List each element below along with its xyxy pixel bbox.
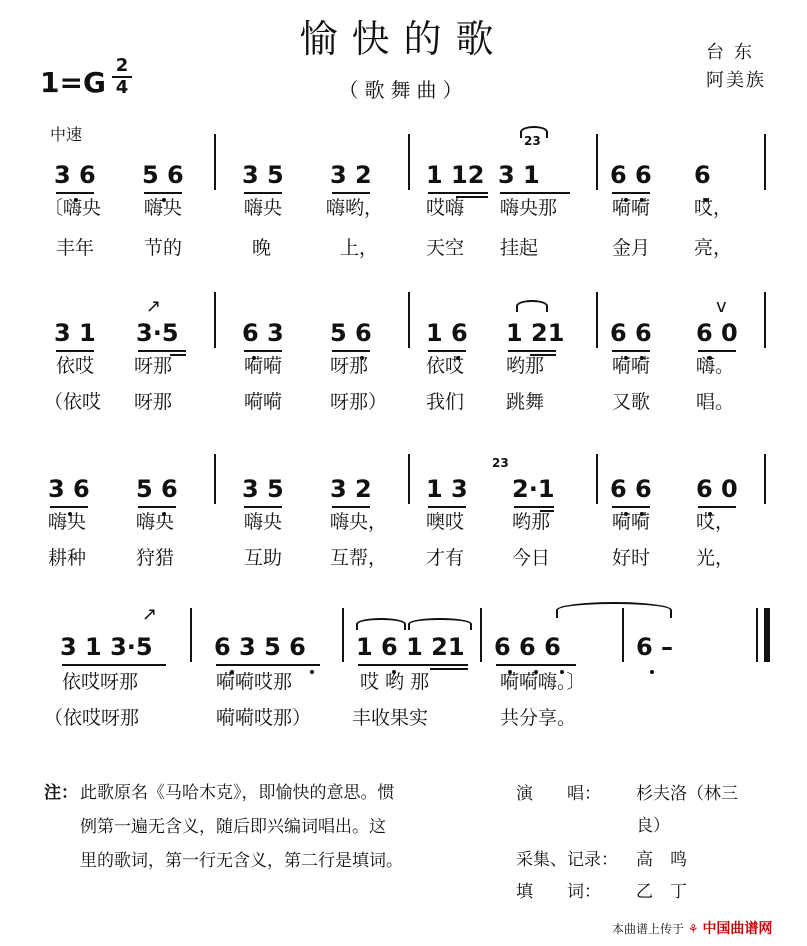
- lyric: 节的: [144, 237, 183, 259]
- final-barline: [764, 608, 770, 662]
- lyric: 晚: [252, 237, 272, 259]
- lyric: 嗬嗬: [612, 355, 651, 377]
- notation-group: 1 6 1 21: [356, 633, 465, 661]
- lyric: 天空: [426, 237, 465, 259]
- lyric: 嗨央: [136, 511, 175, 533]
- lyricist-name: 乙 丁: [636, 882, 687, 902]
- lyric: 哎嗨: [426, 197, 465, 219]
- notation-group: 6 6: [610, 319, 652, 347]
- lyric: 依哎呀那: [62, 671, 139, 693]
- notation-group: 3 2: [330, 475, 372, 503]
- lyric: 噢哎: [426, 511, 465, 533]
- slur: [516, 300, 548, 312]
- notation-group: 5 6: [136, 475, 178, 503]
- breath-mark: v: [716, 296, 727, 317]
- beam: [244, 506, 282, 508]
- lyric: 呀那: [134, 391, 173, 413]
- singer-label: 演 唱：: [516, 784, 601, 804]
- notation-group: 1 3: [426, 475, 468, 503]
- lyric: 依哎: [426, 355, 465, 377]
- song-subtitle: （歌舞曲）: [338, 78, 469, 102]
- lyric: 呀那: [330, 355, 369, 377]
- lower-octave-dot: [650, 670, 654, 674]
- beam: [138, 506, 176, 508]
- notation-group: 6 0: [696, 475, 738, 503]
- lyric: 嗨央，: [330, 511, 388, 533]
- beam: [612, 506, 650, 508]
- beam: [62, 664, 166, 666]
- lyric: 哎，: [694, 197, 733, 219]
- collector-label: 采集、记录：: [516, 850, 618, 870]
- beam: [138, 350, 186, 352]
- lyric: 嗨央: [48, 511, 87, 533]
- lyric: 嗬嗬嗨。〕: [500, 671, 586, 693]
- notation-group: 6 6 6: [494, 633, 561, 661]
- footer-watermark: [612, 918, 772, 938]
- lower-octave-dot: [310, 670, 314, 674]
- score-system-2: [0, 296, 807, 428]
- notation-group: 3 6: [54, 161, 96, 189]
- notation-group: 6 3 5 6: [214, 633, 306, 661]
- notes-label: 注：: [44, 783, 78, 803]
- barline: [190, 608, 192, 662]
- beam: [508, 350, 556, 352]
- lyric: 嗨。: [696, 355, 735, 377]
- lyric: 光，: [696, 547, 735, 569]
- notation-group: 1 21: [506, 319, 565, 347]
- score-system-4: [0, 604, 807, 742]
- lyric: （依哎呀那: [44, 707, 140, 729]
- lyric: 丰收果实: [352, 707, 429, 729]
- lyric: 嗨哟，: [326, 197, 384, 219]
- beam: [50, 506, 88, 508]
- lyric: 〔嗨央: [44, 197, 102, 219]
- notation-group: 3 5: [242, 475, 284, 503]
- lyric: 狩猎: [136, 547, 175, 569]
- ethnic-label: 阿美族: [706, 70, 766, 91]
- barline: [408, 454, 410, 504]
- lyric: 互助: [244, 547, 283, 569]
- lyric: 哟那: [506, 355, 545, 377]
- notes-line: 例第一遍无含义，随后即兴编词唱出。这: [80, 817, 386, 837]
- lyric: （依哎: [44, 391, 102, 413]
- singer-name-cont: 良）: [636, 816, 670, 836]
- region-label: 台东: [706, 42, 762, 63]
- beam: [56, 350, 94, 352]
- barline: [764, 134, 766, 190]
- barline: [596, 134, 598, 190]
- lyric: 金月: [612, 237, 651, 259]
- brand-logo-icon: ⚘: [687, 922, 699, 936]
- lyric: 哎，: [696, 511, 735, 533]
- beam: [244, 192, 282, 194]
- lyric: 亮，: [694, 237, 733, 259]
- barline: [408, 134, 410, 190]
- notes-line: 里的歌词，第一行无含义，第二行是填词。: [80, 851, 403, 871]
- lyric: 依哎: [56, 355, 95, 377]
- notes-line: 此歌原名《马哈木克》，即愉快的意思。惯: [80, 783, 395, 803]
- barline: [480, 608, 482, 662]
- key-signature: 1=G: [40, 66, 106, 99]
- time-signature-top: 2: [112, 56, 132, 78]
- notation-group: 2·1: [512, 475, 555, 503]
- beam: [612, 192, 650, 194]
- notation-group: 3 1 3·5: [60, 633, 153, 661]
- notation-group: 3·5: [136, 319, 179, 347]
- notation-group: 5 6: [142, 161, 184, 189]
- time-signature-bottom: 4: [115, 77, 129, 98]
- beam: [56, 192, 94, 194]
- beam: [332, 350, 370, 352]
- lyric: 互帮，: [330, 547, 388, 569]
- lyric: 共分享。: [500, 707, 577, 729]
- singer-name: 杉夫洛（林三: [636, 784, 738, 804]
- barline: [756, 608, 758, 662]
- notation-group: 6 6: [610, 161, 652, 189]
- footer-brand: 中国曲谱网: [702, 921, 773, 937]
- beam: [428, 506, 466, 508]
- lyric: 挂起: [500, 237, 539, 259]
- slur: [356, 618, 406, 630]
- lyric: 哟那: [512, 511, 551, 533]
- lyric: 才有: [426, 547, 465, 569]
- barline: [214, 292, 216, 348]
- beam: [698, 506, 736, 508]
- lyric: 呀那: [134, 355, 173, 377]
- notation-group: 3 5: [242, 161, 284, 189]
- lyric: 嗬嗬: [244, 391, 283, 413]
- lyric: 嗬嗬哎那）: [216, 707, 312, 729]
- barline: [764, 454, 766, 504]
- barline: [214, 454, 216, 504]
- beam: [514, 506, 554, 508]
- beam: [216, 664, 320, 666]
- lyric: 丰年: [56, 237, 95, 259]
- lyric: 嗬嗬: [244, 355, 283, 377]
- footer-uploaded-text: 本曲谱上传于: [612, 922, 685, 936]
- song-title: 愉快的歌: [299, 17, 508, 61]
- lyric: 呀那）: [330, 391, 388, 413]
- lyric: 跳舞: [506, 391, 545, 413]
- notation-group: 6 3: [242, 319, 284, 347]
- notation-group: 5 6: [330, 319, 372, 347]
- collector-name: 高 鸣: [636, 850, 687, 870]
- lyric: 耕种: [48, 547, 87, 569]
- barline: [214, 134, 216, 190]
- beam: [244, 350, 282, 352]
- lyricist-label: 填 词：: [516, 882, 601, 902]
- barline: [764, 292, 766, 348]
- notation-group: 6 –: [636, 633, 674, 661]
- notation-group: 3 1: [54, 319, 96, 347]
- notation-group: 1 6: [426, 319, 468, 347]
- notation-group: 6: [694, 161, 711, 189]
- notation-group: 3 2: [330, 161, 372, 189]
- lyric: 嗬嗬: [612, 197, 651, 219]
- grace-notes: 23: [492, 456, 509, 470]
- barline: [596, 454, 598, 504]
- lyric: 嗨央: [244, 511, 283, 533]
- barline: [596, 292, 598, 348]
- beam: [428, 350, 466, 352]
- beam: [612, 350, 650, 352]
- lyric: 嗨央那: [500, 197, 558, 219]
- notation-group: 6 0: [696, 319, 738, 347]
- lyric: 嗬嗬: [612, 511, 651, 533]
- accent-mark: ↗: [146, 296, 162, 317]
- lyric: 嗨央: [144, 197, 183, 219]
- lyric: 唱。: [696, 391, 735, 413]
- notation-group: 1 12: [426, 161, 485, 189]
- barline: [408, 292, 410, 348]
- lyric: 哎 哟 那: [360, 671, 430, 693]
- grace-notes: 23: [524, 134, 541, 148]
- beam: [500, 192, 570, 194]
- lyric: 嗨央: [244, 197, 283, 219]
- beam: [144, 192, 182, 194]
- beam: [698, 350, 736, 352]
- beam: [332, 506, 370, 508]
- score-system-3: [0, 456, 807, 584]
- notation-group: 3 1: [498, 161, 540, 189]
- lyric: 又歌: [612, 391, 651, 413]
- lyric: 我们: [426, 391, 465, 413]
- tempo-marking: 中速: [50, 125, 83, 144]
- notation-group: 6 6: [610, 475, 652, 503]
- lyric: 嗬嗬哎那: [216, 671, 293, 693]
- accent-mark: ↗: [142, 604, 158, 625]
- beam: [496, 664, 576, 666]
- barline: [342, 608, 344, 662]
- notation-group: 3 6: [48, 475, 90, 503]
- lyric: 今日: [512, 547, 551, 569]
- beam: [428, 192, 488, 194]
- beam: [332, 192, 370, 194]
- lyric: 上，: [340, 237, 379, 259]
- slur: [408, 618, 472, 630]
- beam: [358, 664, 468, 666]
- beam: [430, 668, 468, 670]
- tie: [556, 602, 672, 618]
- beam: [170, 354, 186, 356]
- lyric: 好时: [612, 547, 651, 569]
- slur: [520, 126, 548, 138]
